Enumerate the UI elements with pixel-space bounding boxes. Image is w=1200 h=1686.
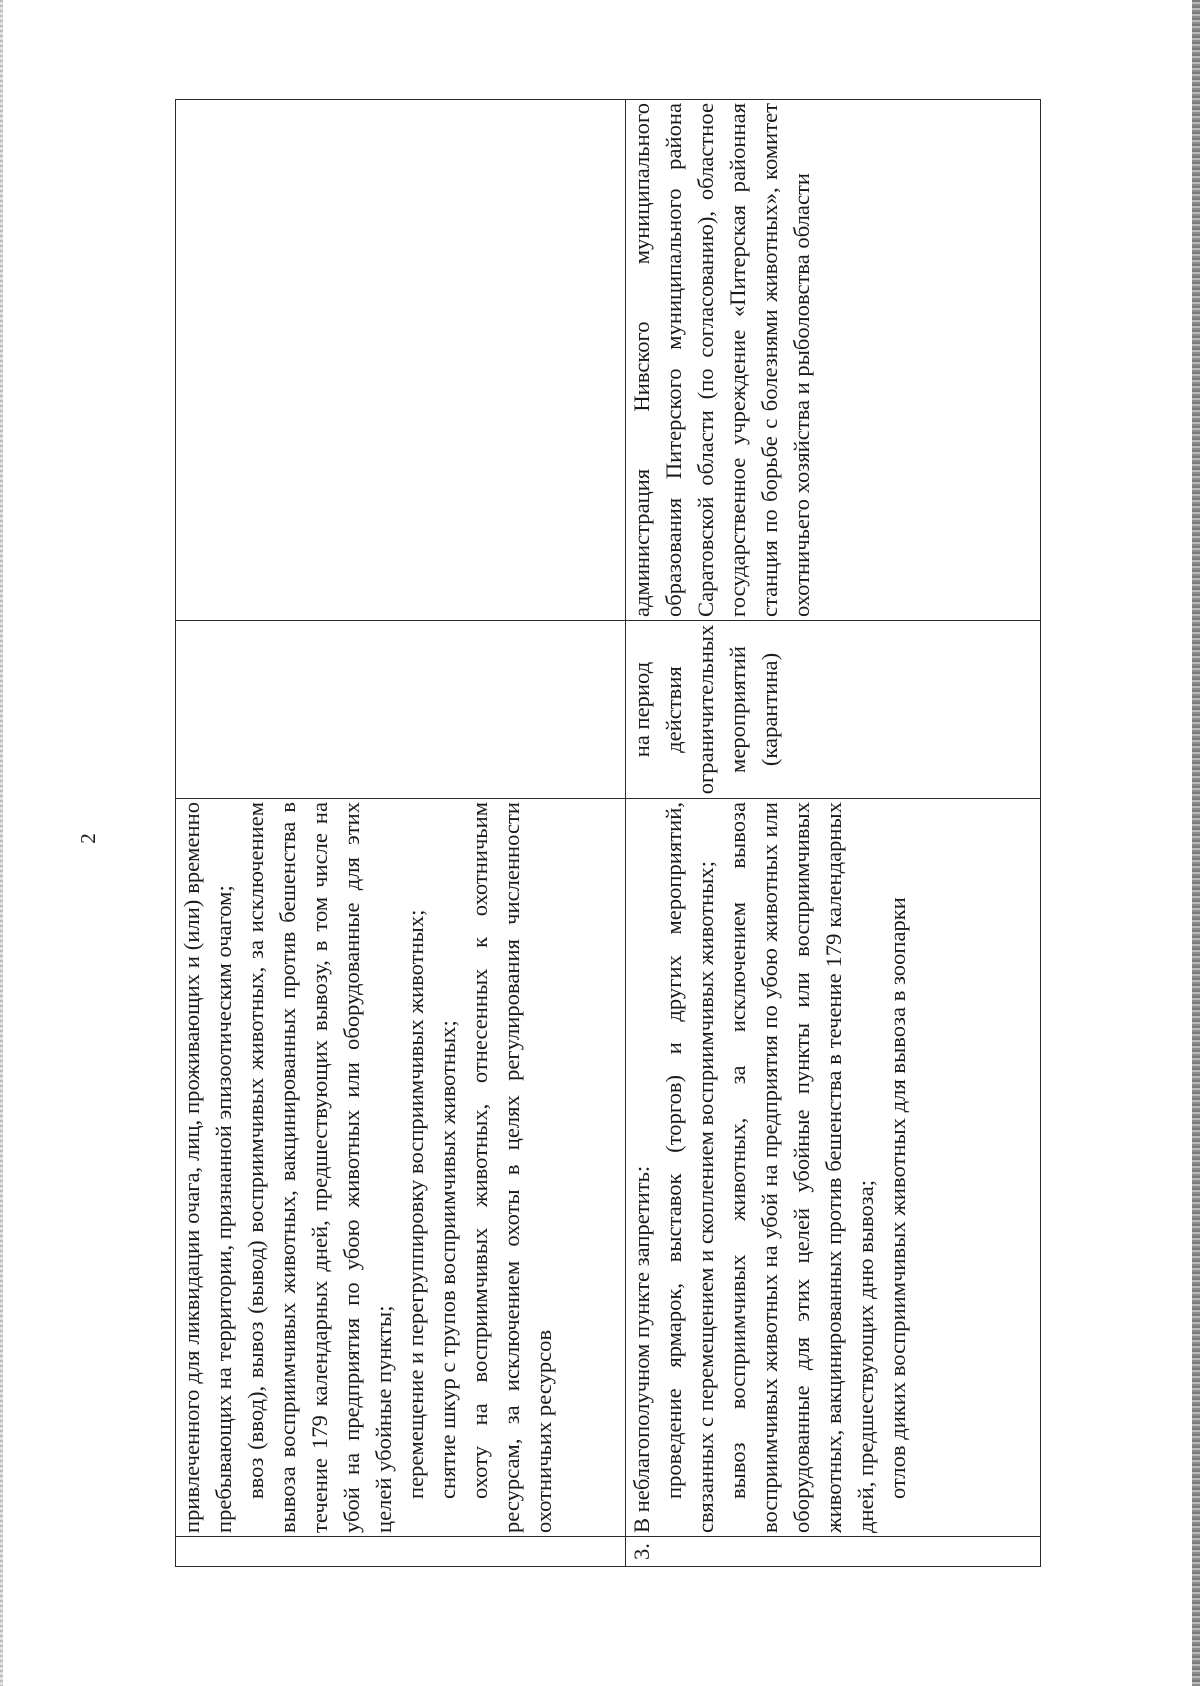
- measure-paragraph: привлеченного для ликвидации очага, лиц, проживающих и (или) временно пребывающих на территории, признанной эпизоотическим очагом;: [179, 802, 236, 1533]
- measures-table: [175, 99, 1041, 1567]
- measure-paragraph: В неблагополучном пункте запретить:: [629, 1165, 654, 1533]
- measure-paragraph: отлов диких восприимчивых животных для вывоза в зоопарки: [885, 897, 910, 1499]
- table-row: [176, 100, 626, 1567]
- page-number: 2: [75, 833, 100, 844]
- rotated-page-content: [175, 100, 1040, 1567]
- table-row: [626, 100, 1041, 1567]
- measure-cell: [176, 799, 626, 1537]
- scan-left-edge: [0, 0, 3, 1686]
- measure-paragraph: охоту на восприимчивых животных, отнесенных к охотничьим ресурсам, за исключением охоты в целях регулирования численности охотничьих ресурсов: [467, 802, 556, 1533]
- measure-cell: [626, 799, 1041, 1537]
- term-cell: [176, 621, 626, 799]
- measure-paragraph: проведение ярмарок, выставок (торгов) и других мероприятий, связанных с перемещением и скоплением восприимчивых животных;: [661, 802, 718, 1533]
- measure-paragraph: вывоз восприимчивых животных, за исключением вывоза восприимчивых животных на убой на предприятия по убою животных или оборудованные для этих целей убойные пункты или восприимчивых животных, вакцинированных против бешенства в течение 179 календарных дней, предшествующих дню вывоза;: [725, 802, 878, 1533]
- executors-cell: администрация Нивского муниципального образования Питерского муниципального района Саратовской области (по согласованию), областное государственное учреждение «Питерская районная станция по борьбе с болезнями животных», комитет охотничьего хозяйства и рыболовства области: [626, 100, 1041, 621]
- scan-right-edge: [1192, 0, 1200, 1686]
- term-cell: на период действия ограничительных мероприятий (карантина): [626, 621, 1041, 799]
- executors-cell: [176, 100, 626, 621]
- measure-paragraph: снятие шкур с трупов восприимчивых животных;: [435, 1020, 460, 1499]
- measure-paragraph: перемещение и перегруппировку восприимчивых животных;: [403, 909, 428, 1499]
- measure-paragraph: ввоз (ввод), вывоз (вывод) восприимчивых животных, за исключением вывоза восприимчивых животных, вакцинированных против бешенства в течение 179 календарных дней, предшествующих вывозу, в том числе на убой на предприятия по убою животных или оборудованные для этих целей убойные пункты;: [243, 802, 396, 1533]
- row-number-cell: [176, 1537, 626, 1567]
- row-number-cell: 3.: [626, 1537, 1041, 1567]
